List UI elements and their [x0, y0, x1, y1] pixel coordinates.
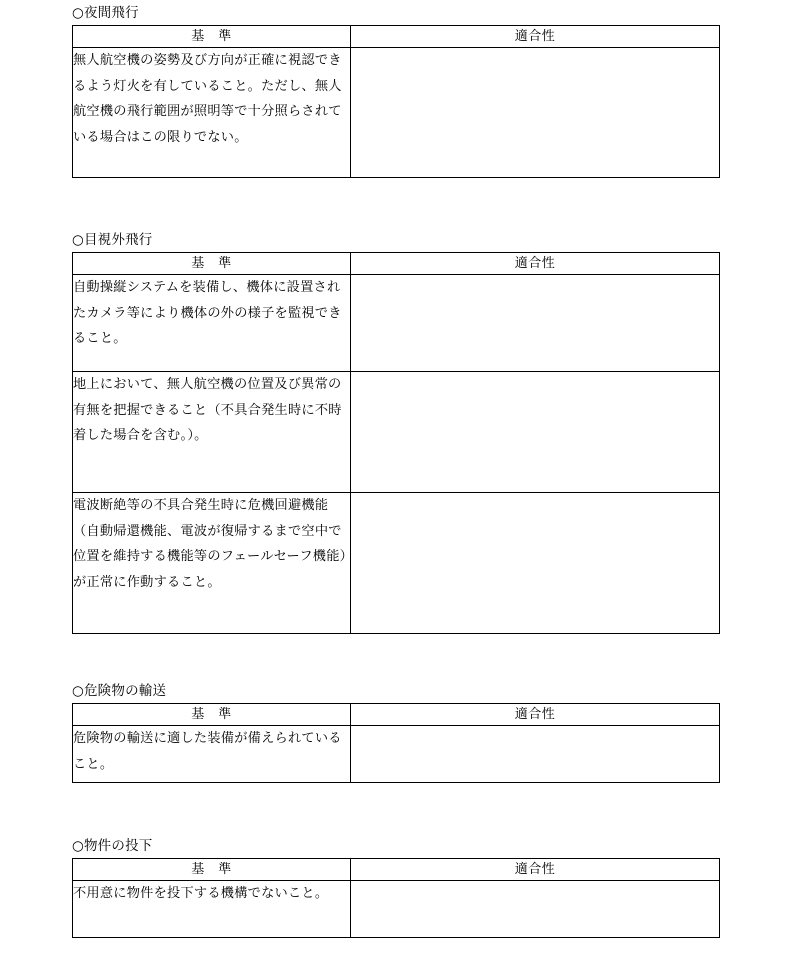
criteria-table [72, 252, 720, 634]
standard-text: 自動操縦システムを装備し、機体に設置されたカメラ等により機体の外の様子を監視できること。 [73, 275, 351, 372]
column-header-standard: 基 準 [73, 859, 351, 881]
standard-text: 地上において、無人航空機の位置及び異常の有無を把握できること（不具合発生時に不時着した場合を含む。）。 [73, 372, 351, 493]
table-row [73, 881, 720, 938]
column-header-conformity: 適合性 [351, 26, 720, 48]
column-header-conformity: 適合性 [351, 253, 720, 275]
criteria-table [72, 703, 720, 783]
criteria-table [72, 25, 720, 178]
standard-text: 無人航空機の姿勢及び方向が正確に視認できるよう灯火を有していること。ただし、無人航空機の飛行範囲が照明等で十分照らされている場合はこの限りでない。 [73, 48, 351, 178]
conformity-input-cell[interactable] [351, 493, 720, 634]
table-row [73, 493, 720, 634]
section-dangerous-goods-transport [72, 683, 719, 783]
table-header-row [73, 253, 720, 275]
column-header-standard: 基 準 [73, 26, 351, 48]
table-header-row [73, 704, 720, 726]
section-heading: ○危険物の輸送 [72, 683, 167, 699]
conformity-input-cell[interactable] [351, 881, 720, 938]
column-header-conformity: 適合性 [351, 704, 720, 726]
conformity-input-cell[interactable] [351, 726, 720, 783]
section-beyond-visual-line-of-sight [72, 232, 719, 634]
table-header-row [73, 859, 720, 881]
criteria-table [72, 858, 720, 938]
section-night-flight [72, 5, 719, 178]
table-header-row [73, 26, 720, 48]
table-row [73, 275, 720, 372]
section-heading: ○夜間飛行 [72, 5, 139, 21]
standard-text: 危険物の輸送に適した装備が備えられていること。 [73, 726, 351, 783]
standard-text: 電波断絶等の不具合発生時に危機回避機能（自動帰還機能、電波が復帰するまで空中で位置を維持する機能等のフェールセーフ機能）が正常に作動すること。 [73, 493, 351, 634]
table-row [73, 372, 720, 493]
standard-text: 不用意に物件を投下する機構でないこと。 [73, 881, 351, 938]
table-row [73, 48, 720, 178]
section-heading: ○物件の投下 [72, 838, 153, 854]
column-header-conformity: 適合性 [351, 859, 720, 881]
column-header-standard: 基 準 [73, 253, 351, 275]
table-row [73, 726, 720, 783]
conformity-input-cell[interactable] [351, 275, 720, 372]
section-object-dropping [72, 838, 719, 938]
conformity-input-cell[interactable] [351, 48, 720, 178]
section-heading: ○目視外飛行 [72, 232, 153, 248]
column-header-standard: 基 準 [73, 704, 351, 726]
conformity-input-cell[interactable] [351, 372, 720, 493]
